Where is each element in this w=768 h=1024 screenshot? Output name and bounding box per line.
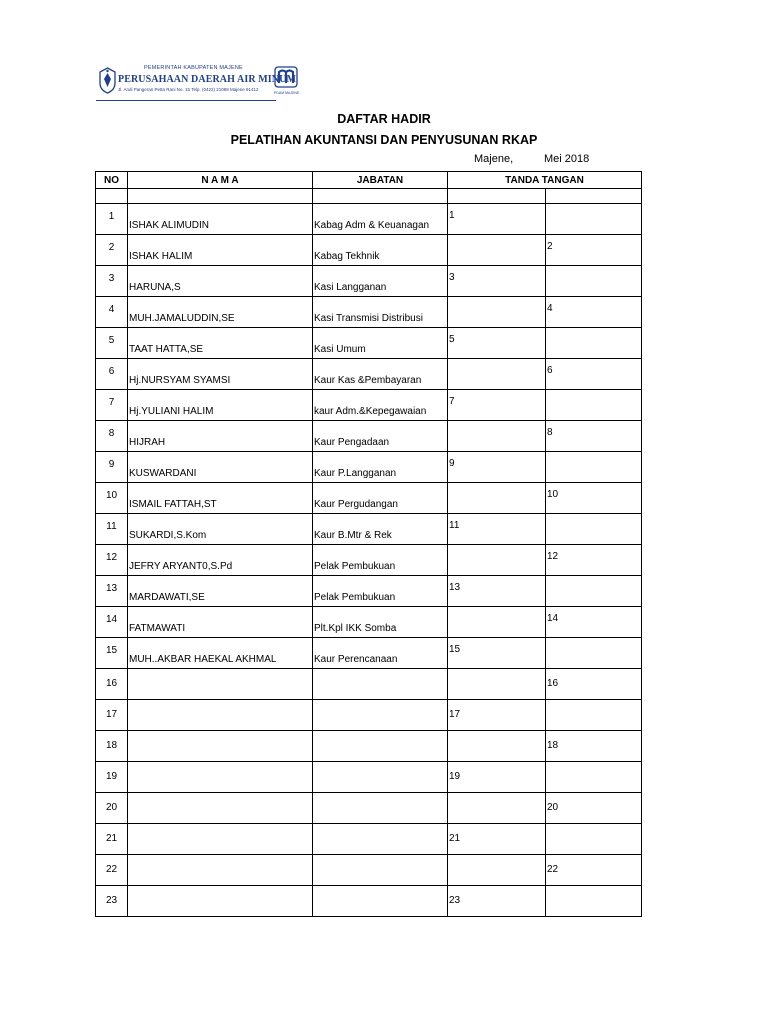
row-signature-left: 5 <box>449 334 455 345</box>
row-signature-left: 11 <box>449 520 460 531</box>
row-number-cell <box>96 421 128 452</box>
row-signature-right-cell <box>546 514 642 545</box>
row-position-cell <box>313 700 448 731</box>
row-signature-left-cell <box>448 421 546 452</box>
row-name-cell <box>128 235 313 266</box>
row-signature-right: 8 <box>547 427 553 438</box>
row-number-cell <box>96 576 128 607</box>
row-number-cell <box>96 669 128 700</box>
row-number-cell <box>96 545 128 576</box>
row-number-cell <box>96 607 128 638</box>
row-number-cell <box>96 452 128 483</box>
row-name-cell <box>128 266 313 297</box>
row-signature-right-cell <box>546 669 642 700</box>
row-signature-left-cell <box>448 638 546 669</box>
row-number: 9 <box>108 459 115 470</box>
table-row <box>96 607 642 638</box>
table-body <box>96 189 642 917</box>
row-signature-right-cell <box>546 824 642 855</box>
row-number: 3 <box>108 273 115 284</box>
row-position-cell <box>313 731 448 762</box>
row-name-cell <box>128 669 313 700</box>
row-name: FATMAWATI <box>129 623 186 634</box>
row-position-cell <box>313 483 448 514</box>
row-signature-left-cell <box>448 700 546 731</box>
table-row <box>96 266 642 297</box>
row-name-cell <box>128 886 313 917</box>
row-position: Pelak Pembukuan <box>314 561 396 572</box>
row-signature-left: 21 <box>449 833 461 844</box>
row-signature-right-cell <box>546 576 642 607</box>
row-position-cell <box>313 390 448 421</box>
row-signature-right: 14 <box>547 613 559 624</box>
row-signature-left-cell <box>448 483 546 514</box>
row-position-cell <box>313 359 448 390</box>
row-signature-left: 19 <box>449 771 461 782</box>
row-name-cell <box>128 576 313 607</box>
row-number: 14 <box>105 614 118 625</box>
letterhead-company: PERUSAHAAN DAERAH AIR MINUM <box>118 74 296 85</box>
row-number: 22 <box>105 864 118 875</box>
row-position: Kabag Tekhnik <box>314 251 380 262</box>
row-signature-right-cell <box>546 421 642 452</box>
row-number: 13 <box>105 583 118 594</box>
row-number: 16 <box>105 678 118 689</box>
row-position-cell <box>313 328 448 359</box>
row-signature-left-cell <box>448 576 546 607</box>
row-position-cell <box>313 793 448 824</box>
row-name-cell <box>128 762 313 793</box>
row-signature-left-cell <box>448 297 546 328</box>
row-name: MUH..AKBAR HAEKAL AKHMAL <box>129 654 277 665</box>
row-position-cell <box>313 576 448 607</box>
row-number-cell <box>96 886 128 917</box>
row-name-cell <box>128 514 313 545</box>
row-position: Kaur P.Langganan <box>314 468 397 479</box>
row-position-cell <box>313 514 448 545</box>
row-number-cell <box>96 266 128 297</box>
table-header-row <box>96 172 642 189</box>
row-position-cell <box>313 886 448 917</box>
row-signature-left: 3 <box>449 272 455 283</box>
pdam-logo-icon <box>274 66 298 88</box>
row-signature-right-cell <box>546 390 642 421</box>
row-number-cell <box>96 235 128 266</box>
row-number-cell <box>96 700 128 731</box>
row-signature-right-cell <box>546 359 642 390</box>
table-row <box>96 452 642 483</box>
row-signature-right: 20 <box>547 802 559 813</box>
row-signature-left-cell <box>448 390 546 421</box>
row-signature-right: 22 <box>547 864 559 875</box>
table-row <box>96 421 642 452</box>
table-row <box>96 390 642 421</box>
row-signature-right-cell <box>546 762 642 793</box>
row-name-cell <box>128 297 313 328</box>
row-signature-left-cell <box>448 886 546 917</box>
row-number: 1 <box>108 211 115 222</box>
letterhead-address: Jl. Andi Pangeran Petta Rani No. 15 Telp. (0422) 21089 Majene 91412 <box>118 87 259 92</box>
row-name: ISHAK ALIMUDIN <box>129 220 210 231</box>
row-name-cell <box>128 483 313 514</box>
table-row <box>96 638 642 669</box>
row-signature-right: 10 <box>547 489 559 500</box>
row-number-cell <box>96 204 128 235</box>
row-number-cell <box>96 390 128 421</box>
row-signature-right-cell <box>546 328 642 359</box>
table-row <box>96 204 642 235</box>
row-position-cell <box>313 266 448 297</box>
row-signature-right-cell <box>546 638 642 669</box>
table-spacer-row <box>96 189 642 204</box>
row-signature-right: 4 <box>547 303 553 314</box>
row-number-cell <box>96 762 128 793</box>
row-name: HIJRAH <box>129 437 166 448</box>
row-number: 11 <box>106 521 117 532</box>
row-number: 21 <box>105 833 118 844</box>
row-signature-right-cell <box>546 452 642 483</box>
row-signature-left-cell <box>448 266 546 297</box>
table-row <box>96 483 642 514</box>
row-signature-left-cell <box>448 824 546 855</box>
row-number: 4 <box>108 304 115 315</box>
row-signature-right-cell <box>546 855 642 886</box>
letterhead-rule <box>96 100 276 101</box>
letterhead <box>96 64 302 106</box>
row-name-cell <box>128 700 313 731</box>
header-name: N A M A <box>128 172 313 189</box>
row-signature-right-cell <box>546 700 642 731</box>
table-row <box>96 297 642 328</box>
table-row <box>96 328 642 359</box>
table-row <box>96 576 642 607</box>
table-row <box>96 700 642 731</box>
row-number-cell <box>96 328 128 359</box>
row-signature-right-cell <box>546 483 642 514</box>
row-number: 2 <box>108 242 115 253</box>
row-position: Kaur B.Mtr & Rek <box>314 530 392 541</box>
row-name-cell <box>128 824 313 855</box>
row-position: Kaur Pengadaan <box>314 437 390 448</box>
row-name: SUKARDI,S.Kom <box>129 530 207 541</box>
row-signature-left-cell <box>448 855 546 886</box>
row-signature-left-cell <box>448 793 546 824</box>
row-name: HARUNA,S <box>129 282 181 293</box>
row-position: Pelak Pembukuan <box>314 592 396 603</box>
row-position-cell <box>313 824 448 855</box>
row-name-cell <box>128 204 313 235</box>
row-signature-right: 18 <box>547 740 559 751</box>
row-signature-left-cell <box>448 669 546 700</box>
row-number-cell <box>96 824 128 855</box>
table-row <box>96 731 642 762</box>
row-signature-right: 2 <box>547 241 553 252</box>
row-name-cell <box>128 328 313 359</box>
row-signature-right-cell <box>546 266 642 297</box>
row-name-cell <box>128 421 313 452</box>
row-number-cell <box>96 855 128 886</box>
row-position-cell <box>313 855 448 886</box>
table-row <box>96 235 642 266</box>
row-position-cell <box>313 452 448 483</box>
row-name-cell <box>128 359 313 390</box>
row-signature-right-cell <box>546 731 642 762</box>
date-label: Mei 2018 <box>544 153 590 165</box>
row-signature-left: 1 <box>449 210 455 221</box>
row-number: 23 <box>105 895 118 906</box>
table-row <box>96 886 642 917</box>
row-number: 12 <box>105 552 118 563</box>
row-name: MUH.JAMALUDDIN,SE <box>129 313 235 324</box>
row-position-cell <box>313 297 448 328</box>
row-position: Kasi Transmisi Distribusi <box>314 313 423 324</box>
row-position: Plt.Kpl IKK Somba <box>314 623 397 634</box>
row-signature-right-cell <box>546 297 642 328</box>
row-signature-left-cell <box>448 762 546 793</box>
row-signature-left: 17 <box>449 709 461 720</box>
row-name: Hj.NURSYAM SYAMSI <box>129 375 231 386</box>
row-name-cell <box>128 607 313 638</box>
page-subtitle: PELATIHAN AKUNTANSI DAN PENYUSUNAN RKAP <box>230 133 538 147</box>
row-number-cell <box>96 638 128 669</box>
row-name-cell <box>128 793 313 824</box>
row-number: 19 <box>105 771 118 782</box>
row-number-cell <box>96 514 128 545</box>
row-signature-left-cell <box>448 235 546 266</box>
row-signature-left: 13 <box>449 582 461 593</box>
row-position-cell <box>313 638 448 669</box>
row-signature-left-cell <box>448 452 546 483</box>
row-position-cell <box>313 545 448 576</box>
row-position-cell <box>313 762 448 793</box>
row-name-cell <box>128 452 313 483</box>
row-position: Kabag Adm & Keuanagan <box>314 220 430 231</box>
row-signature-left-cell <box>448 545 546 576</box>
row-signature-left: 23 <box>449 895 461 906</box>
row-signature-right-cell <box>546 545 642 576</box>
row-number: 6 <box>108 366 115 377</box>
table-row <box>96 855 642 886</box>
row-number: 18 <box>105 740 118 751</box>
row-number-cell <box>96 793 128 824</box>
row-position: kaur Adm.&Kepegawaian <box>314 406 427 417</box>
row-signature-left: 7 <box>449 396 455 407</box>
row-position-cell <box>313 421 448 452</box>
row-position-cell <box>313 235 448 266</box>
row-number-cell <box>96 731 128 762</box>
row-number: 15 <box>105 645 118 656</box>
row-signature-right: 6 <box>547 365 553 376</box>
row-signature-right-cell <box>546 886 642 917</box>
row-name-cell <box>128 390 313 421</box>
table-row <box>96 514 642 545</box>
row-name: MARDAWATI,SE <box>129 592 205 603</box>
row-signature-right: 16 <box>547 678 559 689</box>
row-name: ISMAIL FATTAH,ST <box>129 499 217 510</box>
table-row <box>96 359 642 390</box>
regency-emblem-icon <box>98 67 117 94</box>
row-name-cell <box>128 545 313 576</box>
row-position: Kaur Perencanaan <box>314 654 398 665</box>
row-number: 8 <box>108 428 115 439</box>
letterhead-government: PEMERINTAH KABUPATEN MAJENE <box>144 65 243 71</box>
row-signature-right-cell <box>546 204 642 235</box>
row-signature-right-cell <box>546 235 642 266</box>
table-row <box>96 669 642 700</box>
row-position-cell <box>313 204 448 235</box>
table-row <box>96 824 642 855</box>
row-signature-right-cell <box>546 793 642 824</box>
header-signature: TANDA TANGAN <box>448 172 642 189</box>
row-signature-right: 12 <box>547 551 559 562</box>
row-number: 17 <box>105 709 118 720</box>
place-label: Majene, <box>474 153 514 165</box>
row-number: 5 <box>108 335 115 346</box>
page-title: DAFTAR HADIR <box>337 112 431 126</box>
attendance-table <box>95 171 642 917</box>
table-row <box>96 793 642 824</box>
row-number-cell <box>96 359 128 390</box>
table-row <box>96 762 642 793</box>
header-no: NO <box>96 172 128 189</box>
row-position: Kasi Umum <box>314 344 366 355</box>
row-signature-left-cell <box>448 359 546 390</box>
row-name-cell <box>128 855 313 886</box>
row-signature-right-cell <box>546 607 642 638</box>
row-signature-left-cell <box>448 328 546 359</box>
row-signature-left-cell <box>448 514 546 545</box>
row-number-cell <box>96 297 128 328</box>
row-name: TAAT HATTA,SE <box>129 344 204 355</box>
row-name-cell <box>128 638 313 669</box>
row-name: ISHAK HALIM <box>129 251 193 262</box>
row-position: Kasi Langganan <box>314 282 387 293</box>
row-name-cell <box>128 731 313 762</box>
row-signature-left-cell <box>448 731 546 762</box>
row-signature-left-cell <box>448 607 546 638</box>
row-number: 7 <box>108 397 115 408</box>
header-position: JABATAN <box>313 172 448 189</box>
row-name: Hj.YULIANI HALIM <box>129 406 214 417</box>
row-number: 20 <box>105 802 118 813</box>
pdam-logo-label: PDAM MAJENE <box>274 91 300 95</box>
row-position-cell <box>313 607 448 638</box>
row-signature-left: 9 <box>449 458 455 469</box>
row-position: Kaur Pergudangan <box>314 499 398 510</box>
row-position-cell <box>313 669 448 700</box>
row-number-cell <box>96 483 128 514</box>
row-number: 10 <box>105 490 118 501</box>
row-signature-left-cell <box>448 204 546 235</box>
row-position: Kaur Kas &Pembayaran <box>314 375 422 386</box>
row-name: JEFRY ARYANT0,S.Pd <box>129 561 233 572</box>
table-row <box>96 545 642 576</box>
row-name: KUSWARDANI <box>129 468 197 479</box>
row-signature-left: 15 <box>449 644 461 655</box>
